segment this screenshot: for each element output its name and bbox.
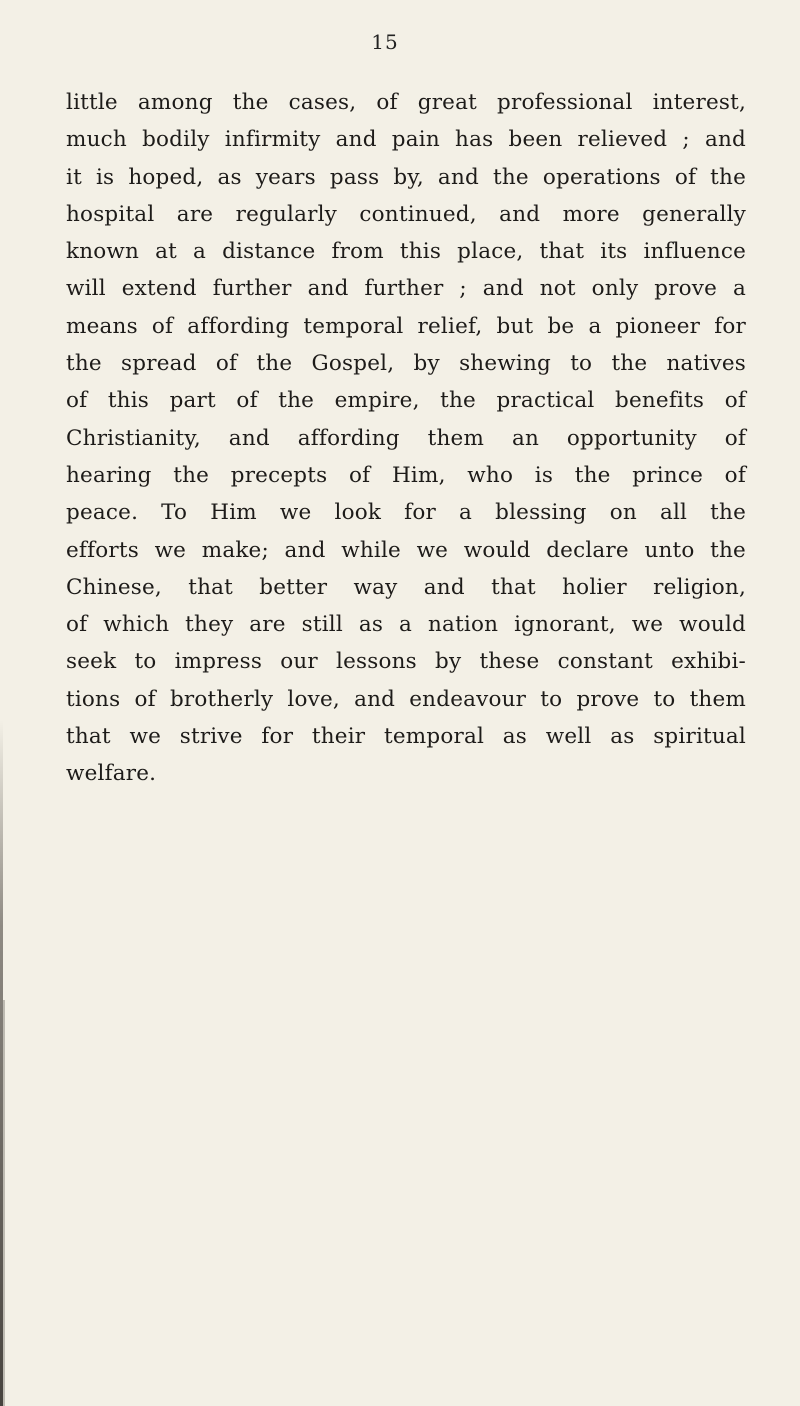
- text-line: little among the cases, of great professional interest,: [66, 90, 746, 115]
- text-line: it is hoped, as years pass by, and the operations of the: [66, 164, 746, 190]
- text-line: hearing the precepts of Him, who is the prince of: [66, 462, 746, 488]
- body-paragraph: [66, 84, 746, 793]
- text-line: much bodily infirmity and pain has been relieved ; and: [66, 127, 746, 153]
- text-line: efforts we make; and while we would declare unto the: [66, 537, 746, 563]
- text-line: hospital are regularly continued, and more generally: [66, 201, 746, 227]
- text-line: tions of brotherly love, and endeavour to prove to them: [66, 686, 746, 712]
- text-line: means of affording temporal relief, but be a pioneer for: [66, 313, 746, 339]
- text-line: Christianity, and affording them an opportunity of: [66, 425, 746, 451]
- page-number: 15: [371, 30, 399, 54]
- text-line: the spread of the Gospel, by shewing to the natives: [66, 351, 746, 377]
- text-line: peace. To Him we look for a blessing on all the: [66, 500, 746, 526]
- text-line: welfare.: [66, 761, 157, 787]
- text-line: seek to impress our lessons by these constant exhibi-: [66, 649, 746, 675]
- text-line: known at a distance from this place, that its influence: [66, 239, 746, 265]
- text-line: of this part of the empire, the practical benefits of: [66, 388, 746, 414]
- page-edge-shadow: [3, 1000, 5, 1406]
- text-line: that we strive for their temporal as well as spiritual: [66, 724, 746, 750]
- text-line: Chinese, that better way and that holier religion,: [66, 574, 746, 600]
- text-line: of which they are still as a nation ignorant, we would: [66, 612, 746, 638]
- text-line: will extend further and further ; and not only prove a: [66, 276, 746, 302]
